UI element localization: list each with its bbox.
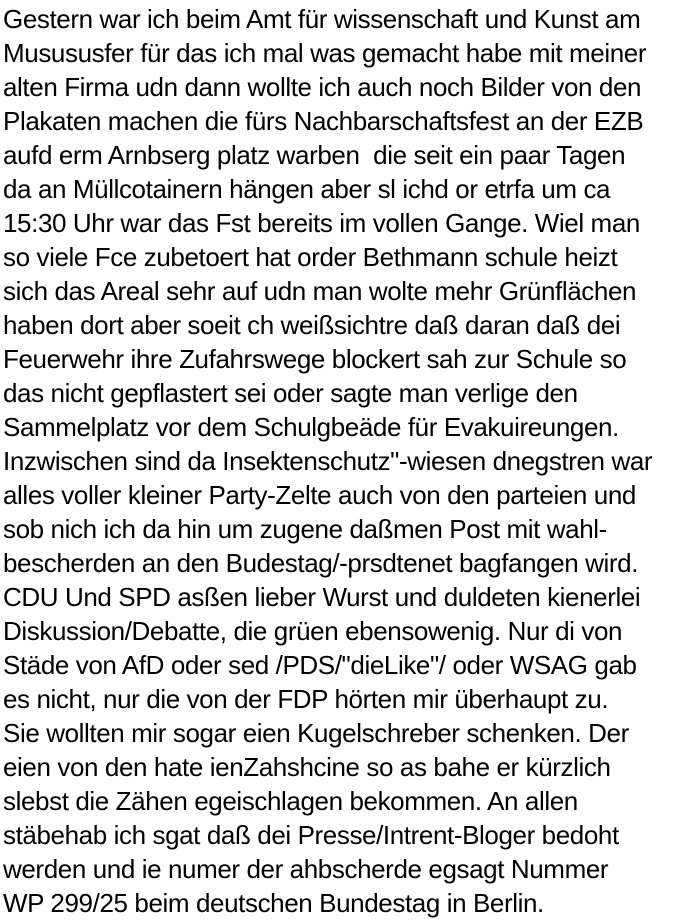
- text-line: da an Müllcotainern hängen aber sl ichd or etrfa um ca: [3, 174, 611, 204]
- text-line: Feuerwehr ihre Zufahrswege blockert sah zur Schule so: [3, 344, 627, 374]
- text-line: Städe von AfD oder sed /PDS/"dieLike"/ oder WSAG gab: [3, 650, 637, 680]
- text-line: aufd erm Arnbserg platz warben die seit ein paar Tagen: [3, 140, 626, 170]
- text-line: so viele Fce zubetoert hat order Bethmann schule heizt: [3, 242, 618, 272]
- text-line: slebst die Zähen egeischlagen bekommen. An allen: [3, 786, 578, 816]
- text-line: werden und ie numer der ahbscherde egsagt Nummer: [3, 854, 609, 884]
- text-line: Plakaten machen die fürs Nachbarschaftsfest an der EZB: [3, 106, 644, 136]
- text-line: alten Firma udn dann wollte ich auch noch Bilder von den: [3, 72, 642, 102]
- text-line: 15:30 Uhr war das Fst bereits im vollen Gange. Wiel man: [3, 208, 640, 238]
- text-line: stäbehab ich sgat daß dei Presse/Intrent-Bloger bedoht: [3, 820, 619, 850]
- text-line: Inzwischen sind da Insektenschutz"-wiesen dnegstren war: [3, 446, 653, 476]
- text-line: alles voller kleiner Party-Zelte auch von den parteien und: [3, 480, 636, 510]
- text-line: bescherden an den Budestag/-prsdtenet bagfangen wird.: [3, 548, 639, 578]
- text-line: Musususfer für das ich mal was gemacht habe mit meiner: [3, 38, 647, 68]
- text-line: eien von den hate ienZahshcine so as bahe er kürzlich: [3, 752, 611, 782]
- text-line: Gestern war ich beim Amt für wissenschaft und Kunst am: [3, 4, 641, 34]
- text-line: Diskussion/Debatte, die grüen ebensowenig. Nur di von: [3, 616, 623, 646]
- text-line: haben dort aber soeit ch weißsichtre daß daran daß dei: [3, 310, 621, 340]
- text-line: CDU Und SPD asßen lieber Wurst und duldeten kienerlei: [3, 582, 641, 612]
- text-line: WP 299/25 beim deutschen Bundestag in Berlin.: [3, 888, 544, 918]
- text-line: Sie wollten mir sogar eien Kugelschreber schenken. Der: [3, 718, 629, 748]
- text-line: das nicht gepflastert sei oder sagte man verlige den: [3, 378, 578, 408]
- text-line: Sammelplatz vor dem Schulgbeäde für Evakuireungen.: [3, 412, 619, 442]
- text-line: sich das Areal sehr auf udn man wolte mehr Grünflächen: [3, 276, 637, 306]
- document-text: [3, 2, 684, 920]
- text-line: sob nich ich da hin um zugene daßmen Post mit wahl-: [3, 514, 607, 544]
- text-line: es nicht, nur die von der FDP hörten mir überhaupt zu.: [3, 684, 609, 714]
